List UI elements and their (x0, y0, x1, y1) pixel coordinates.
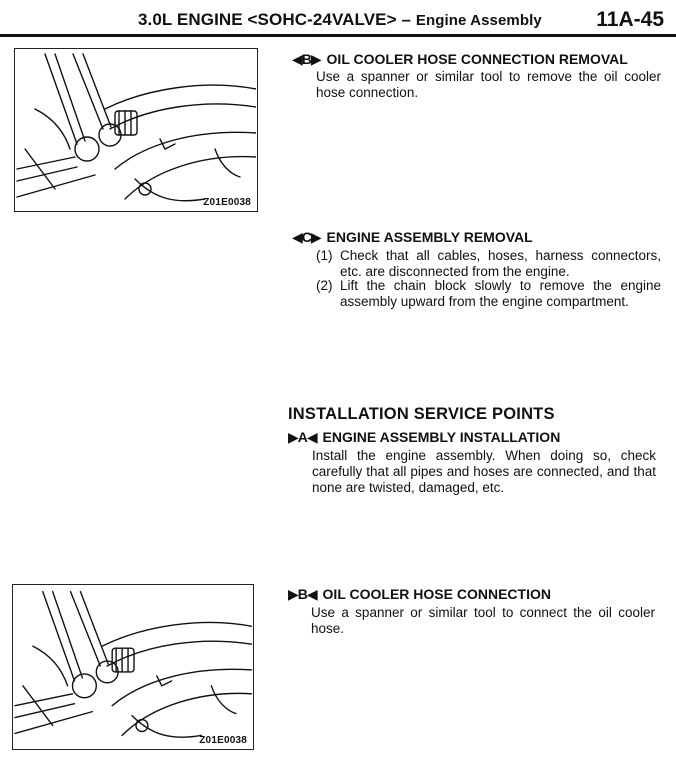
figure-oil-cooler-install (12, 584, 254, 750)
oil-cooler-hose-illustration (15, 49, 256, 210)
section-a-mark: ▶A◀ (288, 429, 317, 445)
section-c-removal-title: ENGINE ASSEMBLY REMOVAL (326, 229, 533, 245)
list-item-number: (2) (316, 278, 333, 293)
section-b-install-mark: ▶B◀ (288, 586, 317, 602)
header-dash: – (396, 10, 416, 29)
installation-heading: INSTALLATION SERVICE POINTS (288, 405, 555, 423)
list-item-text: Check that all cables, hoses, harness connectors, etc. are disconnected from the engine. (340, 248, 661, 279)
header-title (138, 10, 542, 30)
page-header (138, 10, 664, 32)
list-item (316, 278, 661, 310)
section-b-mark: ◀B▶ (292, 51, 321, 67)
list-item-text: Lift the chain block slowly to remove the engine assembly upward from the engine compartment. (340, 278, 661, 309)
figure-code: Z01E0038 (199, 735, 247, 746)
section-a-install-text: Install the engine assembly. When doing so, check carefully that all pipes and hoses are connected, and that none are twisted, damaged, etc. (312, 448, 656, 495)
section-a-install-heading (288, 429, 560, 446)
section-c-removal-heading (292, 229, 533, 246)
list-item (316, 248, 661, 280)
section-b-removal-heading (292, 51, 628, 68)
oil-cooler-hose-illustration (13, 585, 252, 748)
page-number: 11A-45 (596, 8, 664, 31)
header-engine: 3.0L ENGINE <SOHC-24VALVE> (138, 10, 397, 29)
section-c-mark: ◀C▶ (292, 229, 321, 245)
section-b-install-title: OIL COOLER HOSE CONNECTION (322, 586, 551, 602)
header-subtitle: Engine Assembly (415, 12, 542, 29)
section-b-install-text: Use a spanner or similar tool to connect the oil cooler hose. (311, 605, 655, 636)
section-b-removal-text: Use a spanner or similar tool to remove the oil cooler hose connection. (316, 69, 661, 100)
section-b-install-heading (288, 586, 551, 603)
section-b-removal-title: OIL COOLER HOSE CONNECTION REMOVAL (326, 51, 628, 67)
list-item-number: (1) (316, 248, 333, 263)
section-a-install-title: ENGINE ASSEMBLY INSTALLATION (322, 429, 561, 445)
header-rule (0, 34, 676, 37)
figure-code: Z01E0038 (203, 197, 251, 208)
figure-oil-cooler-removal (14, 48, 258, 212)
